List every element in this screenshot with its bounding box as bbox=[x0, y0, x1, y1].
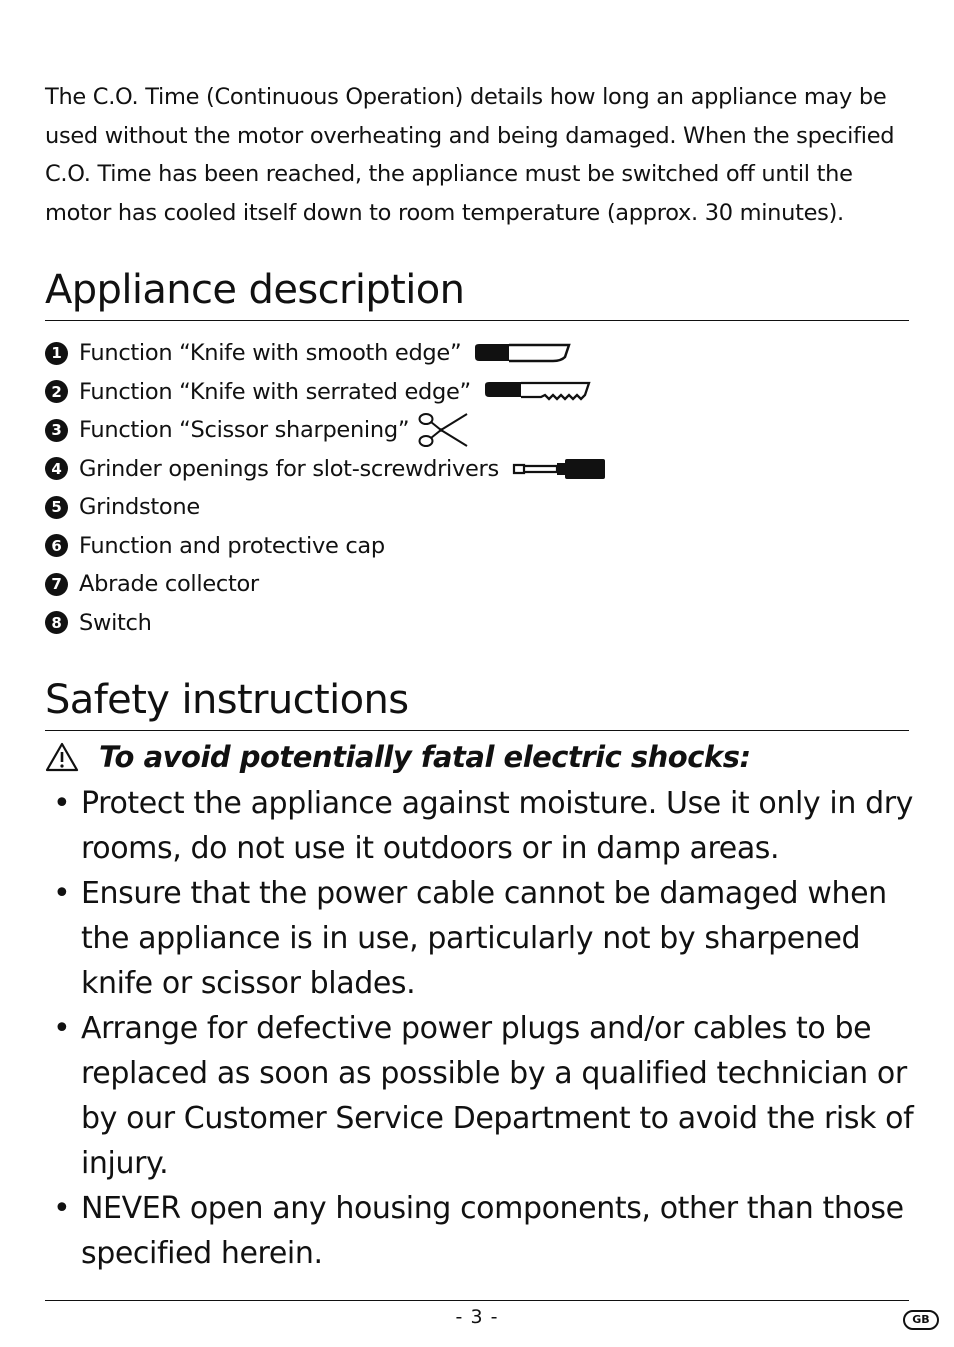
list-item bbox=[45, 565, 607, 604]
list-item bbox=[45, 411, 607, 450]
appliance-heading: Appliance description bbox=[45, 267, 465, 313]
country-badge: GB bbox=[903, 1310, 939, 1330]
list-item bbox=[45, 781, 915, 871]
screwdriver-icon bbox=[511, 457, 607, 481]
scissors-icon bbox=[417, 411, 469, 449]
item-label: Function and protective cap bbox=[79, 532, 385, 559]
list-item bbox=[45, 334, 607, 373]
item-number: 6 bbox=[45, 534, 68, 557]
item-label: Function “Knife with smooth edge” bbox=[79, 340, 462, 367]
item-number: 8 bbox=[45, 611, 68, 634]
list-item bbox=[45, 871, 915, 1006]
item-number: 7 bbox=[45, 573, 68, 596]
safety-text: NEVER open any housing components, other than those specified herein. bbox=[81, 1191, 904, 1271]
item-number: 5 bbox=[45, 496, 68, 519]
list-item bbox=[45, 450, 607, 489]
safety-text: Arrange for defective power plugs and/or cables to be replaced as soon as possible by a qualified technician or by our Customer Service Department to avoid the risk of injury. bbox=[81, 1011, 914, 1181]
page-number: - 3 - bbox=[455, 1306, 499, 1328]
list-item bbox=[45, 527, 607, 566]
safety-heading: Safety instructions bbox=[45, 677, 409, 723]
intro-line: used without the motor overheating and being damaged. When the specified bbox=[45, 122, 895, 149]
warning-title bbox=[45, 740, 751, 774]
item-label: Function “Scissor sharpening” bbox=[79, 417, 410, 444]
bullet: • bbox=[53, 876, 71, 911]
item-label: Function “Knife with serrated edge” bbox=[79, 378, 471, 405]
list-item bbox=[45, 1186, 915, 1276]
bullet: • bbox=[53, 1191, 71, 1226]
item-label: Grindstone bbox=[79, 494, 200, 521]
item-label: Abrade collector bbox=[79, 571, 259, 598]
appliance-heading-rule bbox=[45, 320, 909, 321]
warning-text: To avoid potentially fatal electric shocks: bbox=[99, 740, 751, 774]
intro-paragraph bbox=[45, 78, 915, 232]
intro-line: The C.O. Time (Continuous Operation) details how long an appliance may be bbox=[45, 84, 887, 110]
bullet: • bbox=[53, 1011, 71, 1046]
list-item bbox=[45, 604, 607, 643]
bullet: • bbox=[53, 786, 71, 821]
warning-triangle-icon bbox=[45, 742, 79, 772]
item-label: Grinder openings for slot-screwdrivers bbox=[79, 455, 499, 482]
list-item bbox=[45, 1006, 915, 1186]
appliance-list bbox=[45, 334, 607, 642]
list-item bbox=[45, 488, 607, 527]
smooth-knife-icon bbox=[473, 342, 571, 364]
item-number: 1 bbox=[45, 342, 68, 365]
item-number: 3 bbox=[45, 419, 68, 442]
item-number: 4 bbox=[45, 457, 68, 480]
item-label: Switch bbox=[79, 609, 152, 636]
safety-heading-rule bbox=[45, 730, 909, 731]
serrated-knife-icon bbox=[483, 380, 591, 404]
intro-line: C.O. Time has been reached, the appliance must be switched off until the bbox=[45, 161, 853, 187]
item-number: 2 bbox=[45, 380, 68, 403]
safety-text: Ensure that the power cable cannot be damaged when the appliance is in use, particularly not by sharpened knife or scissor blades. bbox=[81, 876, 887, 1001]
intro-line: motor has cooled itself down to room temperature (approx. 30 minutes). bbox=[45, 199, 844, 226]
footer-rule bbox=[45, 1300, 909, 1301]
list-item bbox=[45, 373, 607, 412]
safety-text: Protect the appliance against moisture. Use it only in dry rooms, do not use it outdoors or in damp areas. bbox=[81, 786, 914, 866]
safety-list bbox=[45, 781, 915, 1276]
